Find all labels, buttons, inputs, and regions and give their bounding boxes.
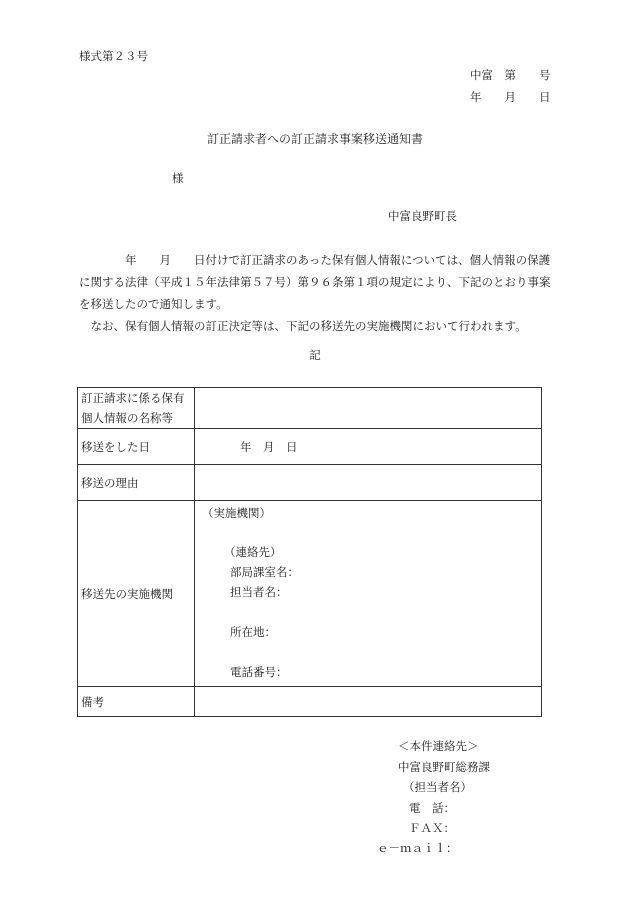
phone-label: 電話番号： [230, 665, 288, 679]
reference-number: 中富 第 号 [470, 68, 551, 82]
reference-date: 年 月 日 [470, 90, 551, 104]
body-text [79, 249, 551, 337]
value-transfer-date[interactable]: 年 月 日 [195, 429, 542, 465]
value-record-name[interactable] [195, 388, 542, 429]
table-row-remarks [78, 687, 542, 717]
table-row-record-name [78, 388, 542, 429]
label-destination-agency: 移送先の実施機関 [78, 501, 195, 687]
table-row-transfer-date [78, 429, 542, 465]
form-number: 様式第２３号 [79, 49, 148, 63]
contact-heading: ＜本件連絡先＞ [398, 739, 479, 753]
body-paragraph-2: なお、保有個人情報の訂正決定等は、下記の移送先の実施機関において行われます。 [79, 319, 527, 333]
ki-heading: 記 [309, 348, 321, 362]
contact-label: （連絡先） [224, 545, 282, 559]
sender-name: 中富良野町長 [388, 209, 457, 223]
label-transfer-reason: 移送の理由 [78, 465, 195, 501]
value-transfer-reason[interactable] [195, 465, 542, 501]
contact-person: （担当者名） [403, 780, 472, 794]
label-remarks: 備考 [78, 687, 195, 717]
contact-department: 中富良野町総務課 [398, 760, 490, 774]
transfer-details-table [77, 387, 542, 717]
person-label: 担当者名： [230, 585, 288, 599]
body-paragraph-1: 年 月 日付けで訂正請求のあった保有個人情報については、個人情報の保護に関する法律（平成１５年法律第５７号）第９６条第１項の規定により、下記のとおり事案を移送したので通知します。 [79, 253, 551, 311]
value-destination-agency[interactable] [195, 501, 542, 687]
recipient-honorific: 様 [172, 171, 184, 185]
label-record-name: 訂正請求に係る保有個人情報の名称等 [78, 388, 195, 429]
document-title: 訂正請求者への訂正請求事案移送通知書 [206, 132, 423, 146]
label-transfer-date: 移送をした日 [78, 429, 195, 465]
agency-label: （実施機関） [202, 506, 271, 520]
contact-tel: 電 話： [409, 801, 455, 815]
address-label: 所在地： [230, 625, 276, 639]
table-row-transfer-reason [78, 465, 542, 501]
department-label: 部局課室名： [230, 565, 299, 579]
contact-email: ｅ－ｍａｉｌ： [377, 841, 458, 855]
contact-fax: ＦＡＸ： [409, 821, 455, 835]
value-remarks[interactable] [195, 687, 542, 717]
table-row-destination-agency [78, 501, 542, 687]
